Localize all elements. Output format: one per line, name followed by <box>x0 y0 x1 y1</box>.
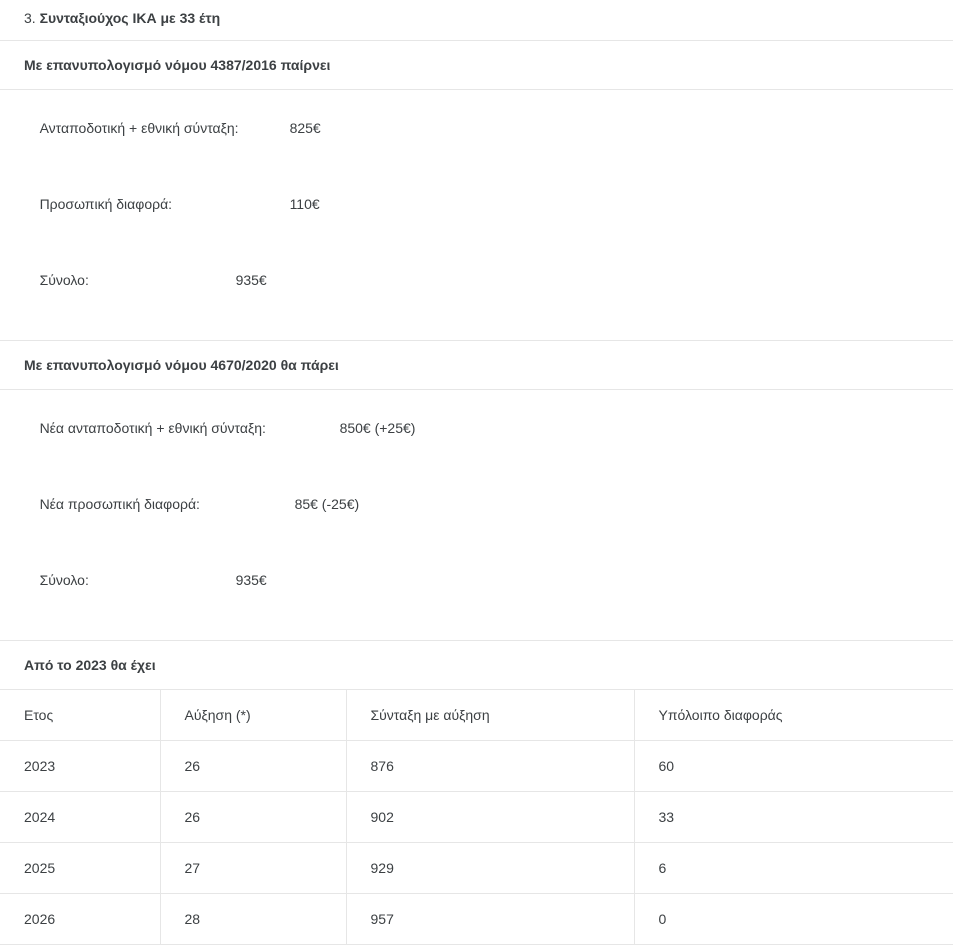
table-header-row <box>0 690 953 741</box>
detail-row <box>0 166 953 242</box>
table-row <box>0 843 953 894</box>
table-cell-pension: 902 <box>346 792 634 843</box>
table-cell-year: 2026 <box>0 894 160 945</box>
table-cell-remaining: 6 <box>634 843 953 894</box>
page-title-number: 3. <box>24 10 40 26</box>
detail-label: Σύνολο: <box>39 272 89 288</box>
spacer <box>0 318 953 340</box>
table-cell-increase: 26 <box>160 792 346 843</box>
detail-label: Σύνολο: <box>39 572 89 588</box>
detail-label: Προσωπική διαφορά: <box>39 196 173 212</box>
table-cell-year: 2024 <box>0 792 160 843</box>
section-heading-1: Με επανυπολογισμό νόμου 4387/2016 παίρνει <box>24 57 331 73</box>
detail-label: Νέα προσωπική διαφορά: <box>39 496 200 512</box>
table-cell-increase: 26 <box>160 741 346 792</box>
detail-row <box>0 466 953 542</box>
table-cell-increase: 28 <box>160 894 346 945</box>
detail-row <box>0 242 953 318</box>
table-row <box>0 741 953 792</box>
page-title-text: Συνταξιούχος ΙΚΑ με 33 έτη <box>39 10 221 26</box>
projection-table <box>0 689 953 945</box>
section-heading-2: Με επανυπολογισμό νόμου 4670/2020 θα πάρει <box>24 357 339 373</box>
page-title <box>0 0 953 40</box>
table-cell-pension: 876 <box>346 741 634 792</box>
detail-value: 85€ (-25€) <box>294 496 360 512</box>
table-column-header: Αύξηση (*) <box>160 690 346 741</box>
table-cell-year: 2025 <box>0 843 160 894</box>
table-cell-pension: 929 <box>346 843 634 894</box>
section-heading-3: Από το 2023 θα έχει <box>24 657 156 673</box>
detail-label: Ανταποδοτική + εθνική σύνταξη: <box>39 120 239 136</box>
detail-label: Νέα ανταποδοτική + εθνική σύνταξη: <box>39 420 266 436</box>
detail-value: 935€ <box>235 272 267 288</box>
table-cell-remaining: 0 <box>634 894 953 945</box>
detail-value: 110€ <box>289 196 320 212</box>
table-cell-pension: 957 <box>346 894 634 945</box>
detail-row <box>0 390 953 466</box>
table-column-header: Ετος <box>0 690 160 741</box>
table-column-header: Υπόλοιπο διαφοράς <box>634 690 953 741</box>
table-cell-increase: 27 <box>160 843 346 894</box>
table-cell-remaining: 33 <box>634 792 953 843</box>
detail-row <box>0 90 953 166</box>
detail-value: 935€ <box>235 572 267 588</box>
table-cell-remaining: 60 <box>634 741 953 792</box>
detail-value: 825€ <box>289 120 321 136</box>
detail-row <box>0 542 953 618</box>
table-row <box>0 792 953 843</box>
table-column-header: Σύνταξη με αύξηση <box>346 690 634 741</box>
table-row <box>0 894 953 945</box>
spacer <box>0 618 953 640</box>
table-cell-year: 2023 <box>0 741 160 792</box>
detail-value: 850€ (+25€) <box>339 420 416 436</box>
